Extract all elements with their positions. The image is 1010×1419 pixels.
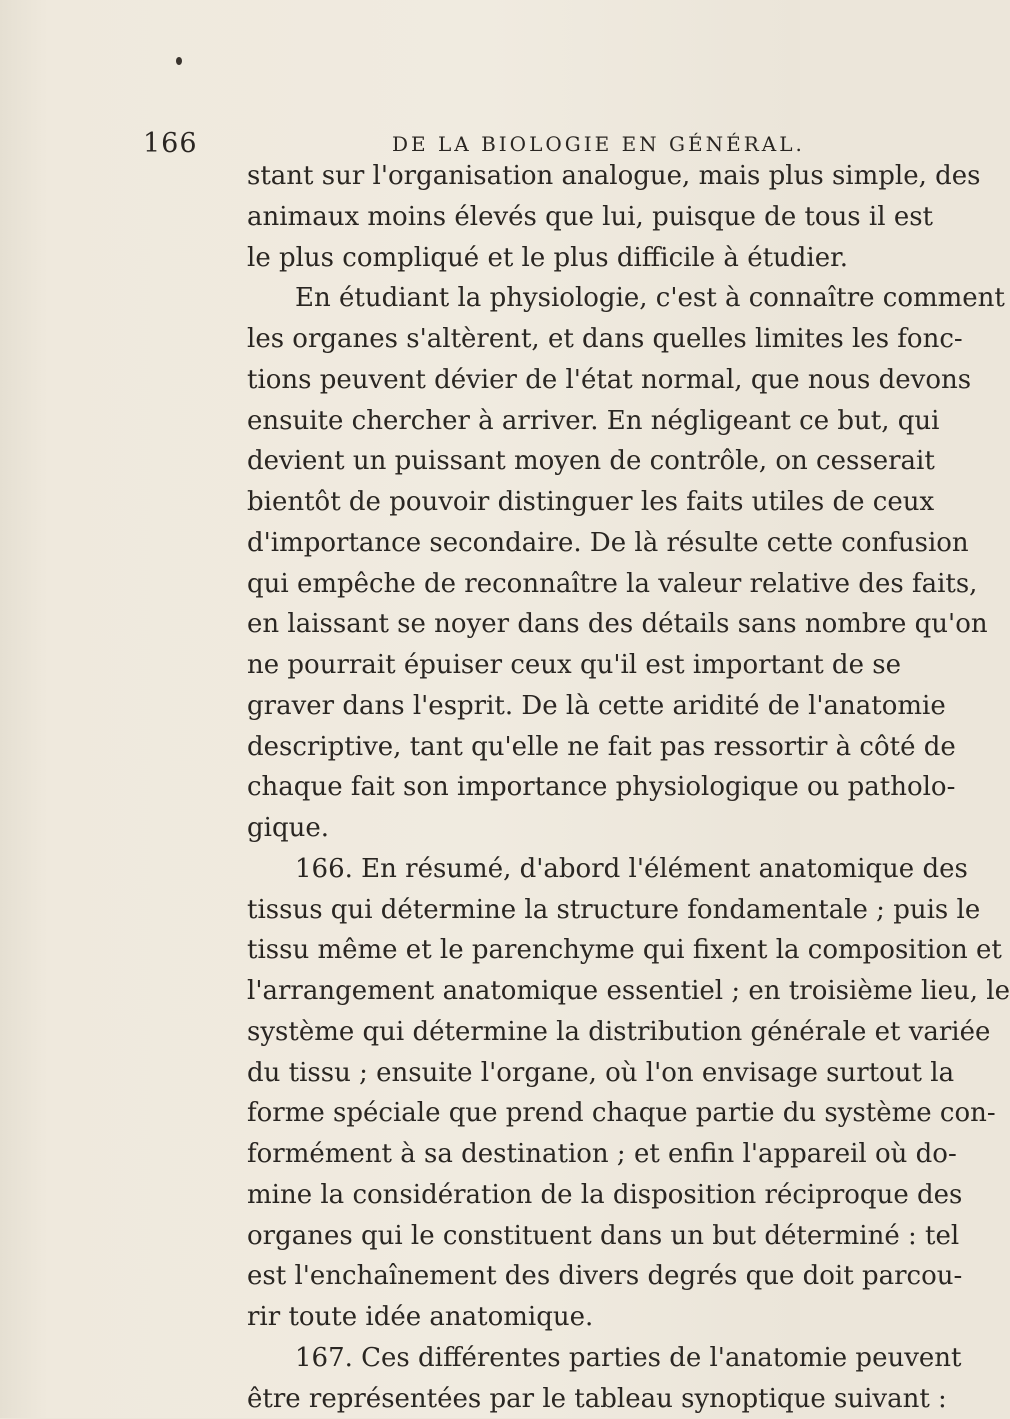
- text-line: est l'enchaînement des divers degrés que doit parcou-: [247, 1256, 787, 1297]
- text-line: 167. Ces différentes parties de l'anatomie peuvent: [247, 1338, 787, 1379]
- text-line: tissus qui détermine la structure fondamentale ; puis le: [247, 890, 787, 931]
- text-line: en laissant se noyer dans des détails sans nombre qu'on: [247, 604, 787, 645]
- text-line: qui empêche de reconnaître la valeur relative des faits,: [247, 564, 787, 605]
- text-line: chaque fait son importance physiologique ou patholo-: [247, 767, 787, 808]
- text-line: du tissu ; ensuite l'organe, où l'on envisage surtout la: [247, 1053, 787, 1094]
- text-line: les organes s'altèrent, et dans quelles limites les fonc-: [247, 319, 787, 360]
- text-line: système qui détermine la distribution générale et variée: [247, 1012, 787, 1053]
- text-line: mine la considération de la disposition réciproque des: [247, 1175, 787, 1216]
- text-line: gique.: [247, 808, 787, 849]
- text-line: stant sur l'organisation analogue, mais plus simple, des: [247, 156, 787, 197]
- text-line: forme spéciale que prend chaque partie du système con-: [247, 1093, 787, 1134]
- text-line: formément à sa destination ; et enfin l'appareil où do-: [247, 1134, 787, 1175]
- page-number: 166: [143, 128, 198, 159]
- text-line: ensuite chercher à arriver. En négligeant ce but, qui: [247, 401, 787, 442]
- text-line: 166. En résumé, d'abord l'élément anatomique des: [247, 849, 787, 890]
- text-line: descriptive, tant qu'elle ne fait pas ressortir à côté de: [247, 727, 787, 768]
- text-line: devient un puissant moyen de contrôle, on cesserait: [247, 441, 787, 482]
- body-text: [247, 156, 787, 1419]
- text-line: ne pourrait épuiser ceux qu'il est important de se: [247, 645, 787, 686]
- running-head: DE LA BIOLOGIE EN GÉNÉRAL.: [392, 132, 805, 156]
- text-line: tissu même et le parenchyme qui fixent la composition et: [247, 930, 787, 971]
- text-line: graver dans l'esprit. De là cette aridité de l'anatomie: [247, 686, 787, 727]
- text-line: bientôt de pouvoir distinguer les faits utiles de ceux: [247, 482, 787, 523]
- text-line: organes qui le constituent dans un but déterminé : tel: [247, 1216, 787, 1257]
- text-line: En étudiant la physiologie, c'est à connaître comment: [247, 278, 787, 319]
- text-line: l'arrangement anatomique essentiel ; en troisième lieu, le: [247, 971, 787, 1012]
- text-line: d'importance secondaire. De là résulte cette confusion: [247, 523, 787, 564]
- text-line: être représentées par le tableau synoptique suivant :: [247, 1379, 787, 1419]
- text-line: rir toute idée anatomique.: [247, 1297, 787, 1338]
- text-line: tions peuvent dévier de l'état normal, que nous devons: [247, 360, 787, 401]
- text-line: animaux moins élevés que lui, puisque de tous il est: [247, 197, 787, 238]
- ink-speck: [176, 57, 182, 65]
- text-line: le plus compliqué et le plus difficile à étudier.: [247, 238, 787, 279]
